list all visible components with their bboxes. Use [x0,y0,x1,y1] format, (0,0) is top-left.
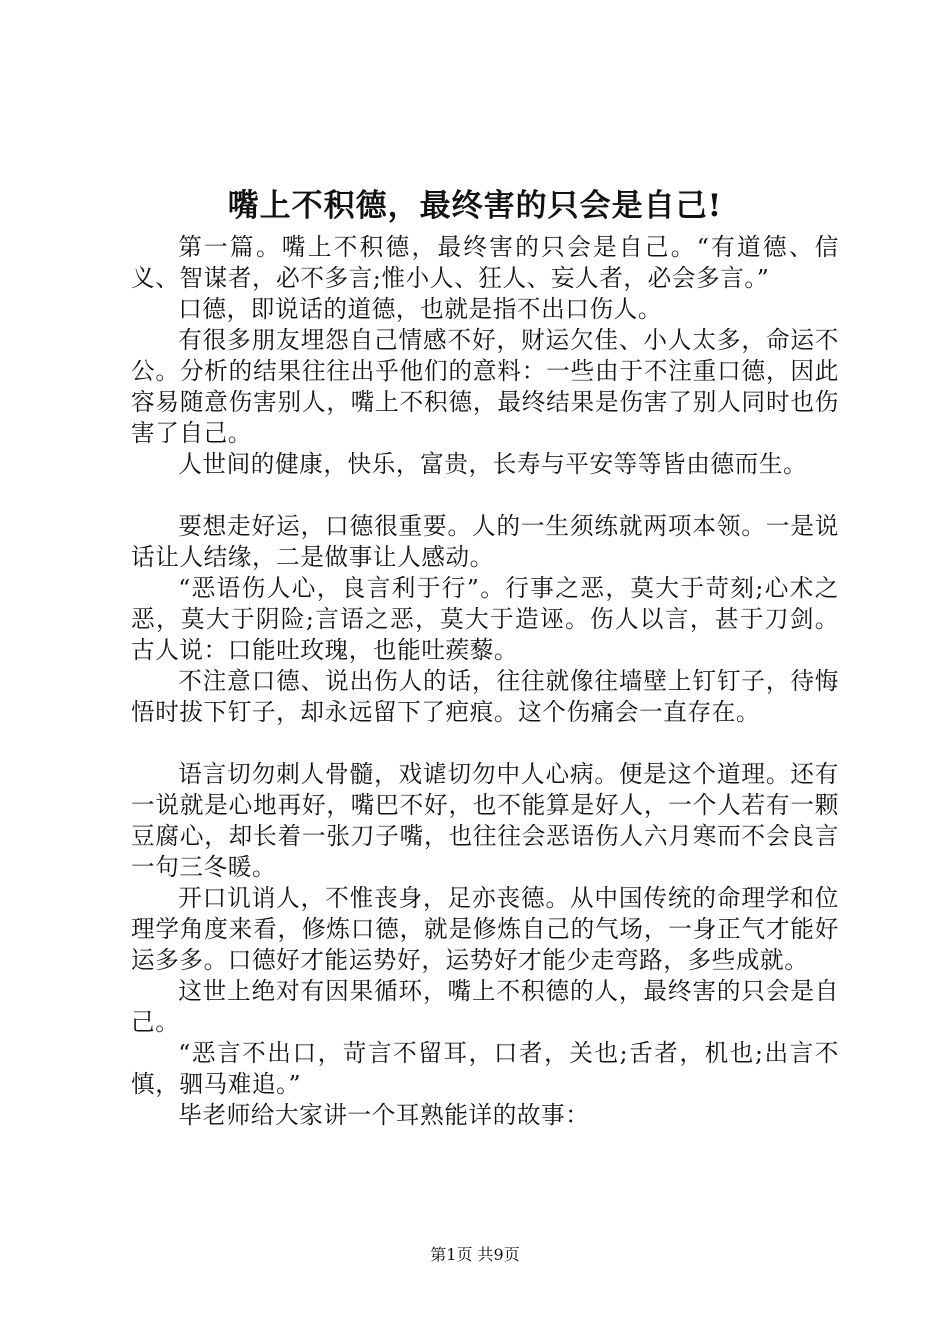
paragraph: 口德，即说话的道德，也就是指不出口伤人。 [178,295,663,323]
document-body [131,232,839,1131]
paragraph: 开口讥诮人，不惟丧身，足亦丧德。从中国传统的命理学和位理学角度来看，修炼口德，就是修炼自己的气场，一身正气才能好运多多。口德好才能运势好，运势好才能少走弯路，多些成就。 [131,884,839,974]
paragraph: 不注意口德、说出伤人的话，往往就像往墙壁上钉钉子，待悔悟时拔下钉子，却永远留下了疤痕。这个伤痛会一直存在。 [131,667,839,726]
page-footer: 第1页 共9页 [430,1245,520,1264]
paragraph: 要想走好运，口德很重要。人的一生须练就两项本领。一是说话让人结缘，二是做事让人感动。 [131,512,839,571]
paragraph: 有很多朋友埋怨自己情感不好，财运欠佳、小人太多，命运不公。分析的结果往往出乎他们的意料：一些由于不注重口德，因此容易随意伤害别人，嘴上不积德，最终结果是伤害了别人同时也伤害了自己。 [131,326,839,447]
paragraph: 语言切勿刺人骨髓，戏谑切勿中人心病。便是这个道理。还有一说就是心地再好，嘴巴不好，也不能算是好人，一个人若有一颗豆腐心，却长着一张刀子嘴，也往往会恶语伤人六月寒而不会良言一句三冬暖。 [131,760,839,881]
paragraph: 这世上绝对有因果循环，嘴上不积德的人，最终害的只会是自己。 [131,977,839,1036]
paragraph: “恶言不出口，苛言不留耳，口者，关也;舌者，机也;出言不慎，驷马难追。” [131,1039,839,1098]
paragraph: 毕老师给大家讲一个耳熟能详的故事： [178,1101,590,1129]
paragraph: 第一篇。嘴上不积德，最终害的只会是自己。“有道德、信义、智谋者，必不多言;惟小人、狂人、妄人者，必会多言。” [131,233,839,292]
paragraph: 人世间的健康，快乐，富贵，长寿与平安等等皆由德而生。 [178,450,808,478]
page-title: 嘴上不积德，最终害的只会是自己! [227,188,723,224]
paragraph: “恶语伤人心，良言利于行”。行事之恶，莫大于苛刻;心术之恶，莫大于阴险;言语之恶，莫大于造诬。伤人以言，甚于刀剑。古人说：口能吐玫瑰，也能吐蒺藜。 [131,574,839,664]
